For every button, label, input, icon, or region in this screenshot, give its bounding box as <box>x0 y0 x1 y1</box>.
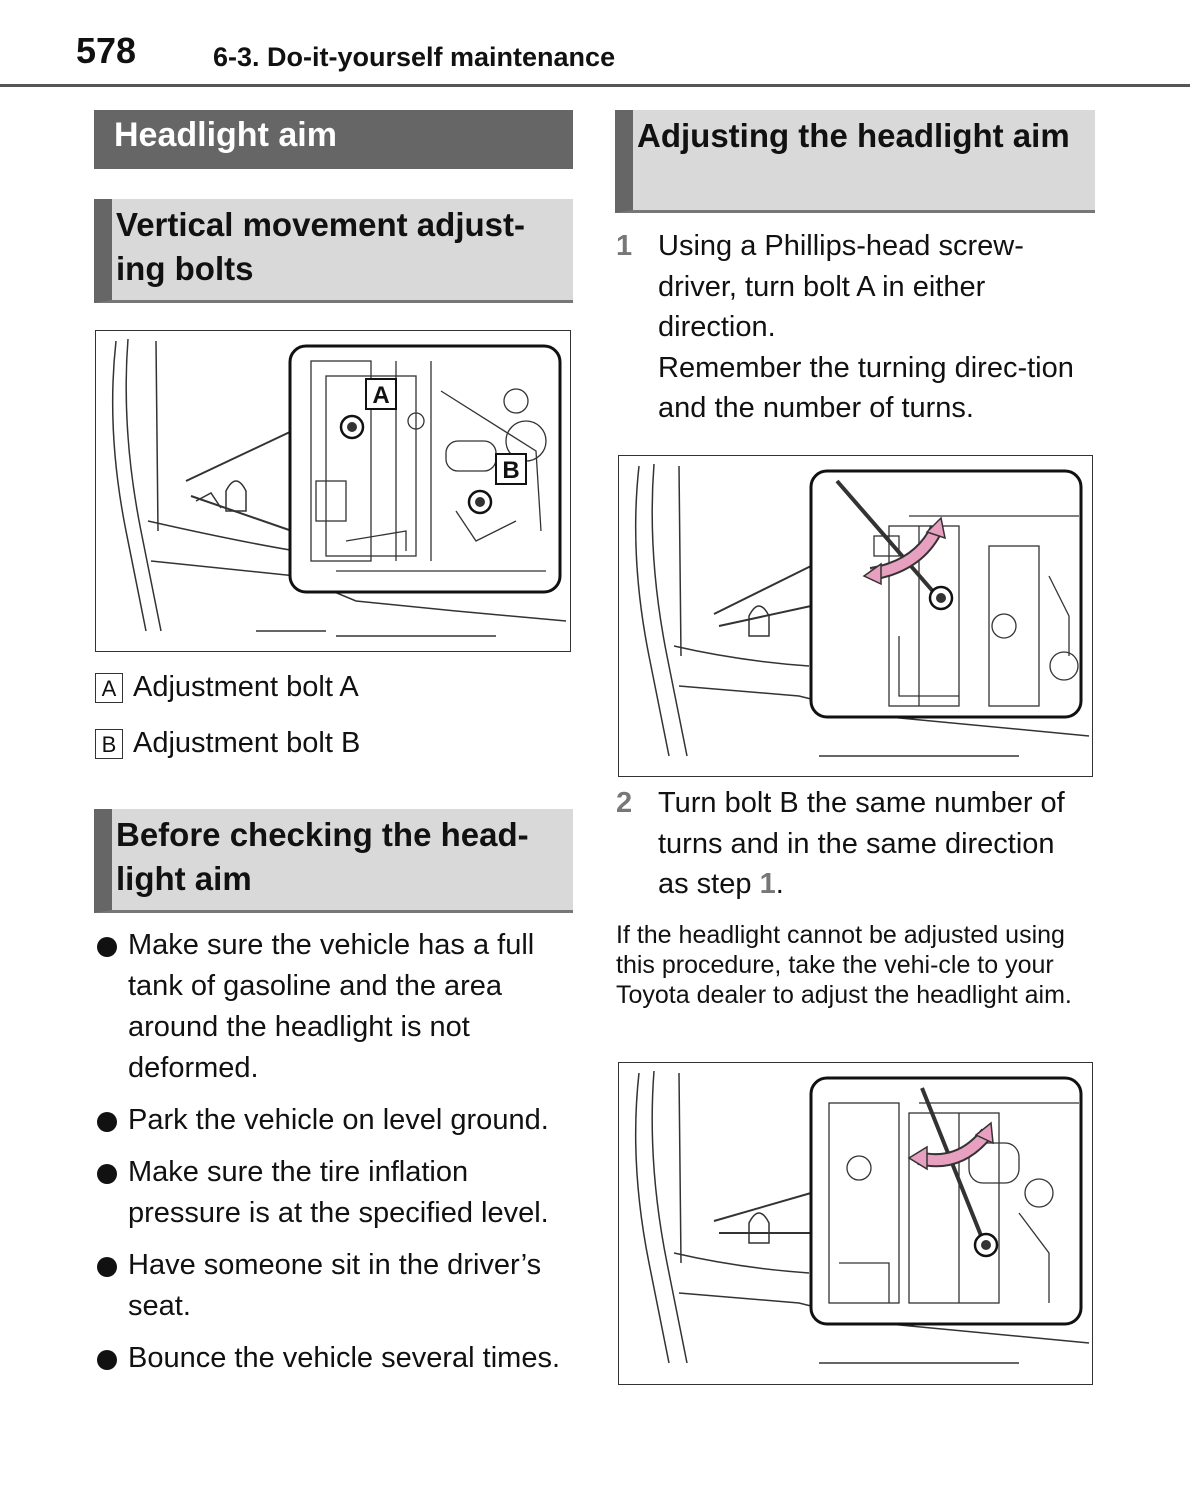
figure-label-b: B <box>502 457 520 484</box>
figure-turn-bolt-b <box>618 1062 1093 1385</box>
step-1-text: Using a Phillips-head screw-driver, turn bolt A in either direction. <box>658 230 1024 343</box>
note-text: If the headlight cannot be adjusted using this procedure, take the vehi-cle to your Toyota dealer to adjust the headlight aim. <box>616 921 1072 1009</box>
step-2 <box>616 783 1086 905</box>
list-item: Park the vehicle on level ground. <box>95 1100 565 1141</box>
bolt-b-illustration <box>619 1063 1091 1383</box>
page-number: 578 <box>76 30 137 71</box>
section-title: 6-3. Do-it-yourself maintenance <box>213 42 616 72</box>
heading-adjusting-aim: Adjusting the headlight aim <box>615 110 1095 213</box>
caption-text-b: Adjustment bolt B <box>133 727 361 759</box>
figure-label-a: A <box>372 382 390 409</box>
caption-bolt-a <box>95 671 359 704</box>
step-number: 2 <box>616 787 633 819</box>
figure-bolt-locations <box>95 330 571 652</box>
bolt-a-illustration <box>619 456 1091 775</box>
step-2-text: Turn bolt B the same number of turns and in the same direction as step 1. <box>658 787 1065 900</box>
step-1 <box>616 226 1086 429</box>
step-number: 1 <box>616 230 633 262</box>
figure-turn-bolt-a <box>618 455 1093 777</box>
subheading-before-checking: Before checking the head-light aim <box>94 809 573 913</box>
checklist <box>95 925 565 1390</box>
caption-label-a: A <box>95 673 123 703</box>
caption-text-a: Adjustment bolt A <box>133 671 359 703</box>
header-divider <box>0 84 1190 87</box>
list-item: Bounce the vehicle several times. <box>95 1338 565 1379</box>
step-1-note: Remember the turning direc-tion and the number of turns. <box>658 351 1074 424</box>
caption-label-b: B <box>95 729 123 759</box>
step-reference: 1 <box>759 868 776 900</box>
main-heading: Headlight aim <box>94 110 573 169</box>
caption-bolt-b <box>95 727 360 760</box>
list-item: Make sure the vehicle has a full tank of gasoline and the area around the headlight is not deformed. <box>95 925 565 1089</box>
list-item: Make sure the tire inflation pressure is at the specified level. <box>95 1152 565 1234</box>
headlight-illustration <box>96 331 569 650</box>
list-item: Have someone sit in the driver’s seat. <box>95 1245 565 1327</box>
subheading-vertical-bolts: Vertical movement adjust-ing bolts <box>94 199 573 303</box>
